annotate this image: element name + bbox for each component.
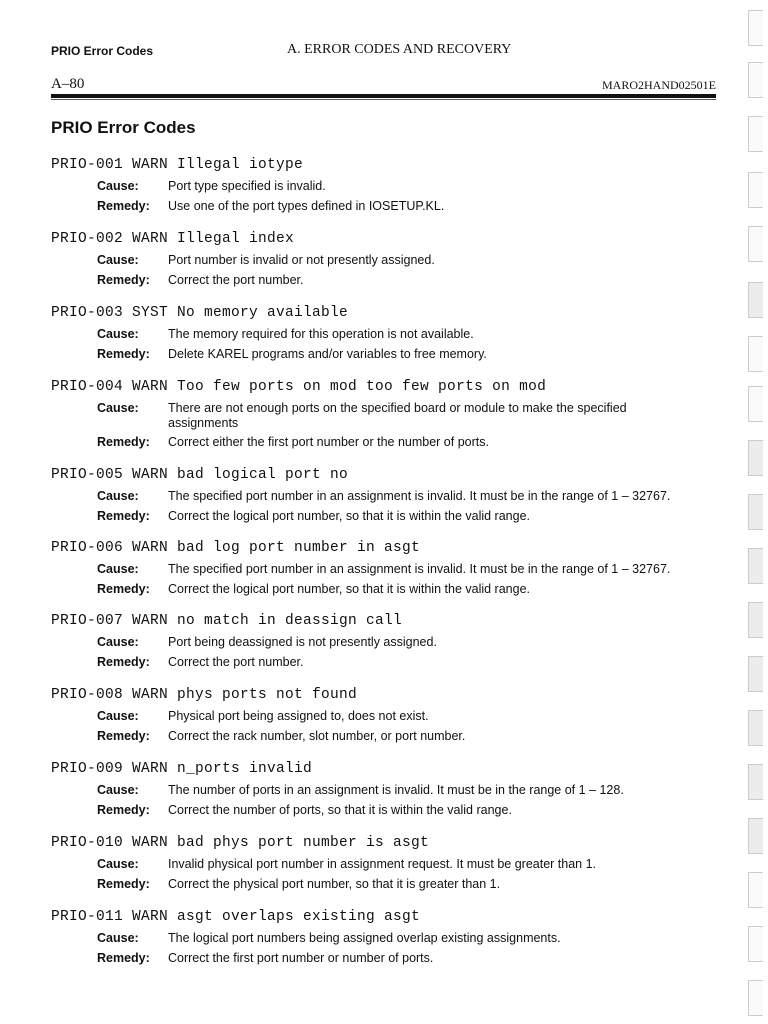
remedy-text: Use one of the port types defined in IOSETUP.KL. [168, 199, 445, 213]
edge-tab [748, 548, 763, 584]
remedy-text: Correct the port number. [168, 273, 304, 287]
cause-label: Cause: [97, 253, 139, 267]
remedy-label: Remedy: [97, 199, 150, 213]
edge-tab [748, 926, 763, 962]
remedy-text: Correct the port number. [168, 655, 304, 669]
edge-tab [748, 764, 763, 800]
cause-label: Cause: [97, 709, 139, 723]
cause-label: Cause: [97, 489, 139, 503]
cause-label: Cause: [97, 179, 139, 193]
remedy-label: Remedy: [97, 655, 150, 669]
edge-tab [748, 336, 763, 372]
edge-tab [748, 282, 763, 318]
edge-tab [748, 116, 763, 152]
error-code: PRIO-005 WARN bad logical port no [51, 467, 349, 483]
edge-tab [748, 494, 763, 530]
cause-label: Cause: [97, 562, 139, 576]
running-title: PRIO Error Codes [51, 44, 154, 58]
cause-text: The number of ports in an assignment is invalid. It must be in the range of 1 – 128. [168, 783, 624, 797]
edge-tab [748, 872, 763, 908]
chapter-title: A. ERROR CODES AND RECOVERY [287, 42, 512, 57]
remedy-text: Correct the logical port number, so that it is within the valid range. [168, 582, 530, 596]
remedy-text: Correct either the first port number or the number of ports. [168, 435, 489, 449]
cause-text: The logical port numbers being assigned overlap existing assignments. [168, 931, 561, 945]
edge-tab [748, 980, 763, 1016]
error-code: PRIO-007 WARN no match in deassign call [51, 613, 403, 629]
cause-text: The specified port number in an assignment is invalid. It must be in the range of 1 – 32767. [168, 562, 671, 576]
cause-text: Port number is invalid or not presently assigned. [168, 253, 435, 267]
cause-label: Cause: [97, 783, 139, 797]
remedy-label: Remedy: [97, 435, 150, 449]
edge-tab [748, 818, 763, 854]
document-code: MARO2HAND02501E [602, 78, 716, 92]
cause-label: Cause: [97, 931, 139, 945]
edge-tab [748, 172, 763, 208]
error-code: PRIO-002 WARN Illegal index [51, 231, 295, 247]
edge-tab [748, 440, 763, 476]
page-edge-tabs [748, 0, 768, 1024]
remedy-text: Correct the rack number, slot number, or port number. [168, 729, 466, 743]
remedy-label: Remedy: [97, 273, 150, 287]
cause-label: Cause: [97, 857, 139, 871]
cause-text: Physical port being assigned to, does not exist. [168, 709, 429, 723]
edge-tab [748, 656, 763, 692]
page-number: A–80 [51, 76, 85, 92]
remedy-label: Remedy: [97, 582, 150, 596]
error-code: PRIO-011 WARN asgt overlaps existing asgt [51, 909, 421, 925]
error-code: PRIO-001 WARN Illegal iotype [51, 157, 304, 173]
remedy-label: Remedy: [97, 729, 150, 743]
cause-text: Port being deassigned is not presently assigned. [168, 635, 437, 649]
remedy-text: Correct the physical port number, so that it is greater than 1. [168, 877, 501, 891]
cause-label: Cause: [97, 401, 139, 415]
edge-tab [748, 10, 763, 46]
error-code: PRIO-004 WARN Too few ports on mod too few ports on mod [51, 379, 547, 395]
edge-tab [748, 386, 763, 422]
cause-text: Port type specified is invalid. [168, 179, 326, 193]
remedy-text: Delete KAREL programs and/or variables to free memory. [168, 347, 487, 361]
error-code: PRIO-010 WARN bad phys port number is asgt [51, 835, 430, 851]
remedy-text: Correct the number of ports, so that it is within the valid range. [168, 803, 512, 817]
cause-text: The specified port number in an assignment is invalid. It must be in the range of 1 – 32767. [168, 489, 671, 503]
remedy-label: Remedy: [97, 347, 150, 361]
cause-text: Invalid physical port number in assignment request. It must be greater than 1. [168, 857, 597, 871]
remedy-label: Remedy: [97, 509, 150, 523]
cause-text: There are not enough ports on the specified board or module to make the specified assignments [168, 401, 627, 430]
cause-label: Cause: [97, 327, 139, 341]
error-code: PRIO-009 WARN n_ports invalid [51, 761, 313, 777]
edge-tab [748, 62, 763, 98]
remedy-text: Correct the first port number or number of ports. [168, 951, 434, 965]
error-code: PRIO-003 SYST No memory available [51, 305, 349, 321]
remedy-text: Correct the logical port number, so that it is within the valid range. [168, 509, 530, 523]
section-title: PRIO Error Codes [51, 118, 196, 137]
cause-label: Cause: [97, 635, 139, 649]
remedy-label: Remedy: [97, 803, 150, 817]
error-code: PRIO-006 WARN bad log port number in asgt [51, 540, 421, 556]
remedy-label: Remedy: [97, 951, 150, 965]
cause-text: The memory required for this operation is not available. [168, 327, 474, 341]
edge-tab [748, 602, 763, 638]
remedy-label: Remedy: [97, 877, 150, 891]
edge-tab [748, 710, 763, 746]
edge-tab [748, 226, 763, 262]
error-code: PRIO-008 WARN phys ports not found [51, 687, 358, 703]
